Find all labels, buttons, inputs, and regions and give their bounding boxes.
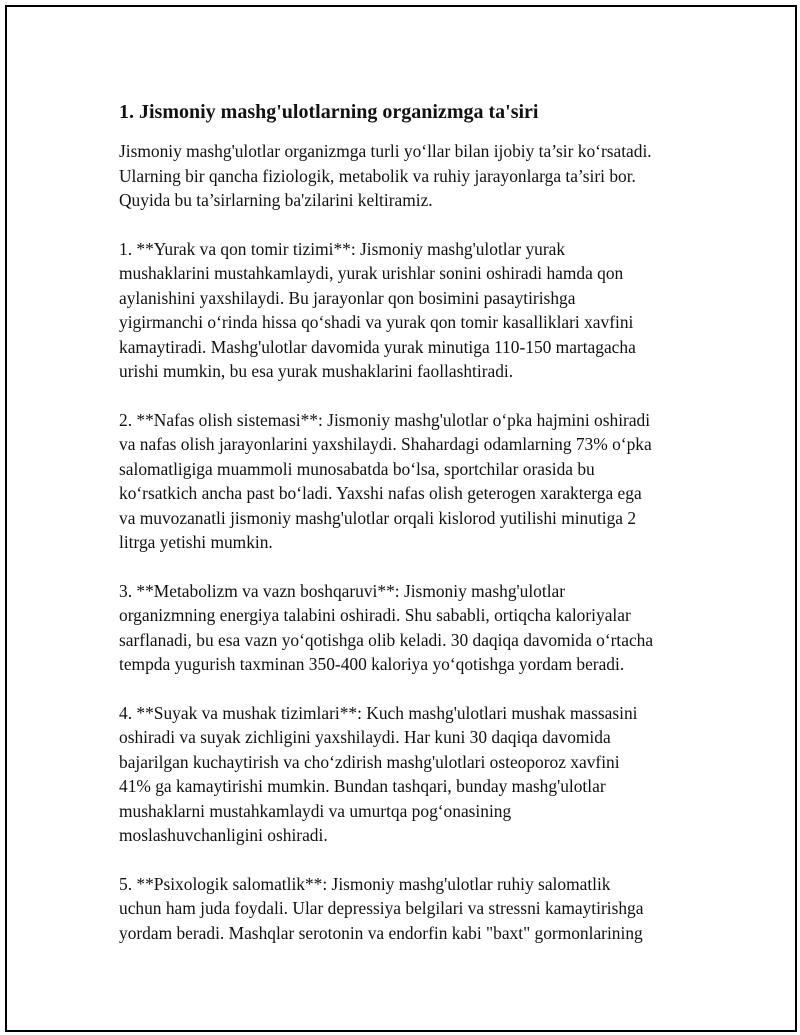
text-line: uchun ham juda foydali. Ular depressiya belgilari va stressni kamaytirishga (119, 898, 644, 918)
text-line: 3. **Metabolizm va vazn boshqaruvi**: Jismoniy mashg'ulotlar (119, 580, 566, 601)
section-heading: 1. Jismoniy mashg'ulotlarning organizmga ta'siri (119, 101, 539, 123)
text-line: 2. **Nafas olish sistemasi**: Jismoniy mashg'ulotlar o‘pka hajmini oshiradi (119, 409, 651, 430)
text-line: Ularning bir qancha fiziologik, metabolik va ruhiy jarayonlarga ta’siri bor. (119, 165, 636, 186)
paragraph-cardiovascular (119, 237, 699, 384)
text-line: va muvozanatli jismoniy mashg'ulotlar orqali kislorod yutilishi minutiga 2 (119, 507, 637, 528)
text-line: salomatligiga muammoli munosabatda bo‘lsa, sportchilar orasida bu (119, 458, 595, 479)
text-line: 1. **Yurak va qon tomir tizimi**: Jismoniy mashg'ulotlar yurak (119, 238, 566, 259)
page-frame (5, 5, 797, 1032)
text-line: mushaklarini mustahkamlaydi, yurak urishlar sonini oshiradi hamda qon (119, 263, 624, 283)
text-line: 4. **Suyak va mushak tizimlari**: Kuch mashg'ulotlari mushak massasini (119, 702, 638, 723)
paragraph-psychological (119, 872, 699, 946)
text-line: aylanishini yaxshilaydi. Bu jarayonlar qon bosimini pasaytirishga (119, 287, 576, 308)
text-line: tempda yugurish taxminan 350-400 kaloriya yo‘qotishga yordam beradi. (119, 654, 625, 674)
text-line: mushaklarni mustahkamlaydi va umurtqa pog‘onasining (119, 800, 512, 821)
paragraph-respiratory (119, 408, 699, 555)
text-line: litrga yetishi mumkin. (119, 532, 273, 552)
text-line: 41% ga kamaytirishi mumkin. Bundan tashqari, bunday mashg'ulotlar (119, 776, 606, 796)
paragraph-musculoskeletal (119, 701, 699, 848)
text-line: organizmning energiya talabini oshiradi. Shu sababli, ortiqcha kaloriyalar (119, 605, 631, 625)
text-line: yordam beradi. Mashqlar serotonin va endorfin kabi "baxt" gormonlarining (119, 922, 643, 943)
text-line: yigirmanchi o‘rinda hissa qo‘shadi va yurak qon tomir kasalliklari xavfini (119, 312, 634, 332)
text-line: Quyida bu ta’sirlarning ba'zilarini keltiramiz. (119, 190, 433, 210)
text-line: ko‘rsatkich ancha past bo‘ladi. Yaxshi nafas olish geterogen xarakterga ega (119, 483, 642, 503)
text-line: bajarilgan kuchaytirish va cho‘zdirish mashg'ulotlari osteoporoz xavfini (119, 751, 620, 772)
intro-paragraph (119, 139, 699, 213)
text-line: 5. **Psixologik salomatlik**: Jismoniy mashg'ulotlar ruhiy salomatlik (119, 873, 611, 894)
text-line: oshiradi va suyak zichligini yaxshilaydi. Har kuni 30 daqiqa davomida (119, 727, 611, 747)
document-body (119, 99, 699, 969)
text-line: urishi mumkin, bu esa yurak mushaklarini faollashtiradi. (119, 361, 514, 381)
text-line: Jismoniy mashg'ulotlar organizmga turli yo‘llar bilan ijobiy ta’sir ko‘rsatadi. (119, 141, 652, 161)
text-line: sarflanadi, bu esa vazn yo‘qotishga olib keladi. 30 daqiqa davomida o‘rtacha (119, 629, 654, 650)
text-line: va nafas olish jarayonlarini yaxshilaydi. Shahardagi odamlarning 73% o‘pka (119, 434, 652, 454)
text-line: moslashuvchanligini oshiradi. (119, 825, 328, 845)
text-line: kamaytiradi. Mashg'ulotlar davomida yurak minutiga 110-150 martagacha (119, 336, 636, 357)
paragraph-metabolism (119, 579, 699, 677)
